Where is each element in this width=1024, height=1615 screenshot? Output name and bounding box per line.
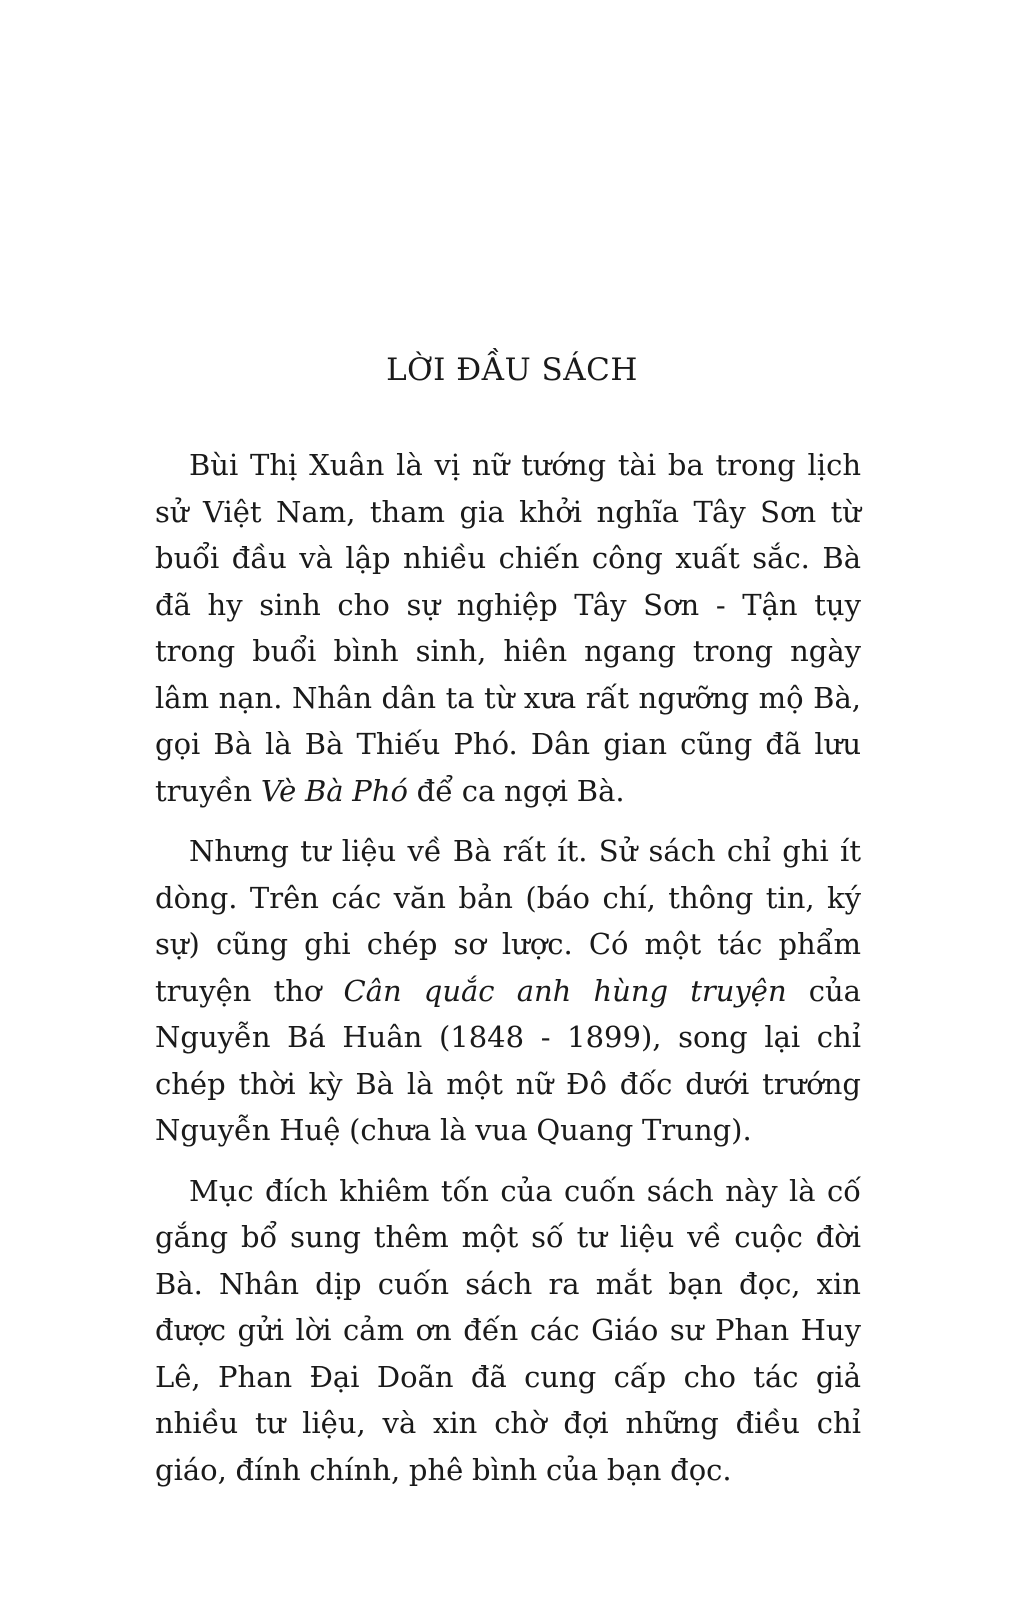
body-text	[155, 442, 861, 1507]
paragraph-3	[155, 1168, 861, 1494]
paragraph-1-italic-title: Vè Bà Phó	[260, 773, 408, 808]
paragraph-2-italic-title: Cân quắc anh hùng truyện	[343, 973, 787, 1008]
paragraph-1-text-b: để ca ngợi Bà.	[407, 773, 625, 808]
paragraph-2-text-a: Nhưng tư liệu về Bà rất ít. Sử sách chỉ ghi ít dòng. Trên các văn bản (báo chí, thông tin, ký sự) cũng ghi chép sơ lược. Có một tác phẩm truyện thơ	[155, 834, 861, 1008]
paragraph-1-text-a: Bùi Thị Xuân là vị nữ tướng tài ba trong lịch sử Việt Nam, tham gia khởi nghĩa Tây Sơn từ buổi đầu và lập nhiều chiến công xuất sắc. Bà đã hy sinh cho sự nghiệp Tây Sơn - Tận tụy trong buổi bình sinh, hiên ngang trong ngày lâm nạn. Nhân dân ta từ xưa rất ngưỡng mộ Bà, gọi Bà là Bà Thiếu Phó. Dân gian cũng đã lưu truyền	[155, 448, 861, 808]
paragraph-2-text-b: của Nguyễn Bá Huân (1848 - 1899), song lại chỉ chép thời kỳ Bà là một nữ Đô đốc dưới trướng Nguyễn Huệ (chưa là vua Quang Trung).	[155, 973, 861, 1147]
paragraph-1	[155, 442, 861, 814]
paragraph-2	[155, 828, 861, 1154]
paragraph-3-text-a: Mục đích khiêm tốn của cuốn sách này là cố gắng bổ sung thêm một số tư liệu về cuộc đời Bà. Nhân dịp cuốn sách ra mắt bạn đọc, xin được gửi lời cảm ơn đến các Giáo sư Phan Huy Lê, Phan Đại Doãn đã cung cấp cho tác giả nhiều tư liệu, và xin chờ đợi những điều chỉ giáo, đính chính, phê bình của bạn đọc.	[155, 1173, 861, 1487]
page-title: LỜI ĐẦU SÁCH	[386, 352, 638, 388]
